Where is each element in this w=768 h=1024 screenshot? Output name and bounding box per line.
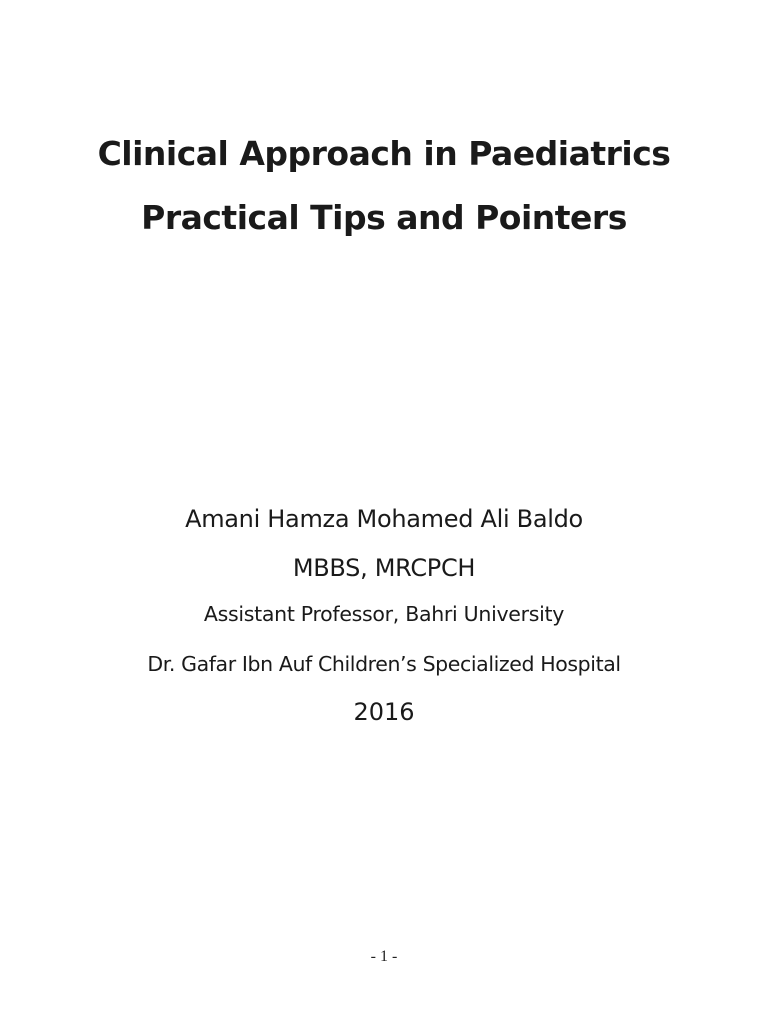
- title-block: [0, 122, 768, 250]
- author-block: [0, 499, 768, 727]
- author-credentials: MBBS, MRCPCH: [292, 554, 476, 582]
- author-position: Assistant Professor, Bahri University: [203, 602, 565, 626]
- book-title-line-2: Practical Tips and Pointers: [141, 198, 627, 237]
- author-name: Amani Hamza Mohamed Ali Baldo: [185, 505, 583, 533]
- page-number: - 1 -: [370, 948, 398, 965]
- book-title-line-1: Clinical Approach in Paediatrics: [97, 134, 671, 173]
- author-hospital: Dr. Gafar Ibn Auf Children’s Specialized Hospital: [147, 652, 621, 676]
- publication-year: 2016: [353, 698, 415, 726]
